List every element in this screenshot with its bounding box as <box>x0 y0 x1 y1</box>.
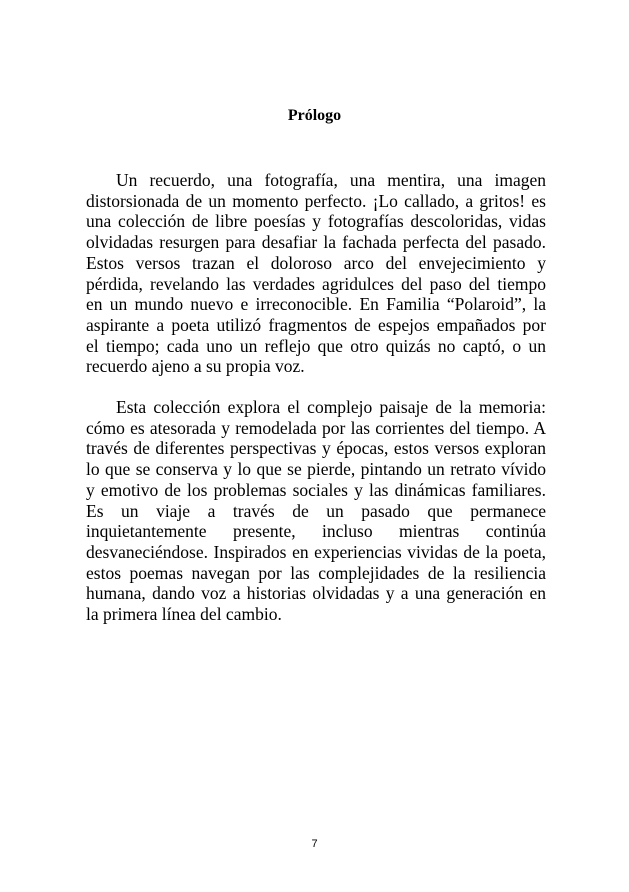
text-line: Estos versos trazan el doloroso arco del envejecimiento y <box>86 252 546 273</box>
paragraph-1 <box>86 170 546 377</box>
text-line: una colección de libre poesías y fotografías descoloridas, vidas <box>86 211 546 232</box>
text-line: el tiempo; cada uno un reflejo que otro quizás no captó, o un <box>86 335 546 356</box>
page-number: 7 <box>311 838 318 850</box>
text-line: en un mundo nuevo e irreconocible. En Familia “Polaroid”, la <box>86 294 546 315</box>
text-line: Esta colección explora el complejo paisaje de la memoria: <box>116 397 546 417</box>
text-line: la primera línea del cambio. <box>86 604 282 625</box>
text-line: través de diferentes perspectivas y épocas, estos versos exploran <box>86 438 546 459</box>
text-line: inquietantemente presente, incluso mientras continúa <box>86 521 546 542</box>
text-line: recuerdo ajeno a su propia voz. <box>86 356 305 377</box>
text-line: distorsionada de un momento perfecto. ¡Lo callado, a gritos! es <box>86 190 546 211</box>
text-line: estos poemas navegan por las complejidades de la resiliencia <box>86 562 546 583</box>
text-line: y emotivo de los problemas sociales y las dinámicas familiares. <box>86 479 546 500</box>
paragraph-2 <box>86 397 546 625</box>
text-line: olvidadas resurgen para desafiar la fachada perfecta del pasado. <box>86 232 546 253</box>
text-line: cómo es atesorada y remodelada por las corrientes del tiempo. A <box>86 417 546 438</box>
text-line: lo que se conserva y lo que se pierde, pintando un retrato vívido <box>86 459 546 480</box>
text-line: Es un viaje a través de un pasado que permanece <box>86 500 546 521</box>
text-line: Un recuerdo, una fotografía, una mentira, una imagen <box>116 170 546 190</box>
page-title: Prólogo <box>287 107 342 124</box>
text-line: desvaneciéndose. Inspirados en experiencias vividas de la poeta, <box>86 541 546 562</box>
text-line: aspirante a poeta utilizó fragmentos de espejos empañados por <box>86 314 546 335</box>
text-line: pérdida, revelando las verdades agridulces del paso del tiempo <box>86 273 546 294</box>
text-line: humana, dando voz a historias olvidadas y a una generación en <box>86 583 546 604</box>
